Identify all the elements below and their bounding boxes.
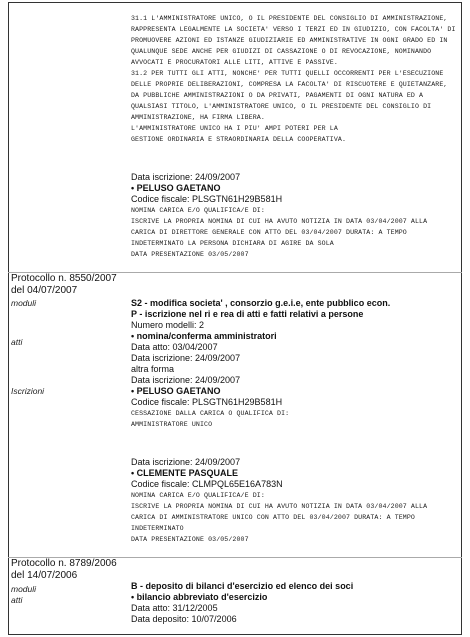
protocol-header [11, 558, 129, 582]
note-line: NOMINA CARICA E/O QUALIFICA/E DI: [131, 207, 265, 214]
note-line: INDETERMINATO LA PERSONA DICHIARA DI AGIRE DA SOLA [131, 240, 334, 247]
note-line: DATA PRESENTAZIONE 03/05/2007 [131, 536, 249, 543]
text-line: RAPPRESENTA LEGALMENTE LA SOCIETA' VERSO I TERZI ED IN GIUDIZIO, CON FACOLTA' DI [131, 26, 456, 33]
note-line: ISCRIVE LA PROPRIA NOMINA DI CUI HA AVUTO NOTIZIA IN DATA 03/04/2007 ALLA [131, 218, 428, 225]
protocol-date: del 14/07/2006 [11, 570, 78, 581]
text-line: DA PUBBLICHE AMMINISTRAZIONI O DA PRIVATI, PAGAMENTI DI OGNI NATURA ED A [131, 92, 424, 99]
frame-border-right [461, 2, 462, 635]
frame-border-left [8, 2, 9, 635]
protocol-number: Protocollo n. 8789/2006 [11, 558, 117, 569]
note-line: ISCRIVE LA PROPRIA NOMINA DI CUI HA AVUTO NOTIZIA IN DATA 03/04/2007 ALLA [131, 503, 428, 510]
act-date: Data atto: 31/12/2005 [131, 603, 218, 613]
label-moduli: moduli [11, 584, 37, 594]
label-atti: atti [11, 337, 23, 347]
text-line: 31.2 PER TUTTI GLI ATTI, NONCHE' PER TUTTI QUELLI OCCORRENTI PER L'ESECUZIONE [131, 70, 444, 77]
act-date: Data atto: 03/04/2007 [131, 342, 218, 352]
tax-code: Codice fiscale: CLMPQL65E16A783N [131, 479, 283, 489]
note-line: CARICA DI DIRETTORE GENERALE CON ATTO DEL 03/04/2007 DURATA: A TEMPO [131, 229, 407, 236]
act-form: altra forma [131, 364, 175, 374]
protocol-content [131, 581, 458, 625]
note-line: DATA PRESENTAZIONE 03/05/2007 [131, 251, 249, 258]
person-name: • CLEMENTE PASQUALE [131, 468, 238, 478]
text-line: PROMUOVERE AZIONI ED ISTANZE GIUDIZIARIE ED AMMINISTRATIVE IN OGNI GRADO ED IN [131, 37, 448, 44]
statute-text [131, 13, 458, 145]
note-line: CESSAZIONE DALLA CARICA O QUALIFICA DI: [131, 410, 290, 417]
note-line: AMMINISTRATORE UNICO [131, 421, 213, 428]
person-name: • PELUSO GAETANO [131, 183, 221, 193]
registration-date: Data iscrizione: 24/09/2007 [131, 457, 241, 467]
person-name: • PELUSO GAETANO [131, 386, 221, 396]
registration-date: Data iscrizione: 24/09/2007 [131, 375, 241, 385]
protocol-date: del 04/07/2007 [11, 285, 78, 296]
module-b: B - deposito di bilanci d'esercizio ed elenco dei soci [131, 581, 354, 591]
text-line: L'AMMINISTRATORE UNICO HA I PIU' AMPI POTERI PER LA [131, 125, 338, 132]
person-entry [131, 172, 458, 260]
registration-date: Data iscrizione: 24/09/2007 [131, 353, 241, 363]
frame-border-bottom [8, 634, 462, 635]
frame-border-top [8, 2, 462, 3]
text-line: DELLE PROPRIE DELIBERAZIONI, COMPRESA LA FACOLTA' DI RISCUOTERE E QUIETANZARE, [131, 81, 448, 88]
act-name: • bilancio abbreviato d'esercizio [131, 592, 268, 602]
text-line: GESTIONE ORDINARIA E STRAORDINARIA DELLA COOPERATIVA. [131, 136, 347, 143]
label-iscrizioni: Iscrizioni [11, 386, 45, 396]
module-s2: S2 - modifica societa' , consorzio g.e.i.e, ente pubblico econ. [131, 298, 391, 308]
registration-date: Data iscrizione: 24/09/2007 [131, 172, 241, 182]
protocol-number: Protocollo n. 8550/2007 [11, 273, 117, 284]
text-line: QUALSIASI TITOLO, L'AMMINISTRATORE UNICO, O IL PRESIDENTE DEL CONSIGLIO DI [131, 103, 432, 110]
text-line: QUALUNQUE SEDE ANCHE PER GIUDIZI DI CASSAZIONE O DI REVOCAZIONE, NOMINANDO [131, 48, 432, 55]
label-moduli: moduli [11, 298, 37, 308]
protocol-header [11, 273, 129, 297]
note-line: INDETERMINATO [131, 525, 184, 532]
text-line: AMMINISTRAZIONE, HA FIRMA LIBERA. [131, 114, 265, 121]
text-line: AVVOCATI E PROCURATORI ALLE LITI, ATTIVE E PASSIVE. [131, 59, 338, 66]
tax-code: Codice fiscale: PLSGTN61H29B581H [131, 194, 283, 204]
models-count: Numero modelli: 2 [131, 320, 205, 330]
note-line: CARICA DI AMMINISTRATORE UNICO CON ATTO DEL 03/04/2007 DURATA: A TEMPO [131, 514, 415, 521]
label-atti: atti [11, 595, 23, 605]
tax-code: Codice fiscale: PLSGTN61H29B581H [131, 397, 283, 407]
text-line: 31.1 L'AMMINISTRATORE UNICO, O IL PRESIDENTE DEL CONSIGLIO DI AMMINISTRAZIONE, [131, 15, 448, 22]
act-name: • nomina/conferma amministratori [131, 331, 277, 341]
person-entry [131, 457, 458, 545]
module-p: P - iscrizione nel ri e rea di atti e fatti relativi a persone [131, 309, 364, 319]
deposit-date: Data deposito: 10/07/2006 [131, 614, 237, 624]
protocol-content [131, 298, 458, 430]
note-line: NOMINA CARICA E/O QUALIFICA/E DI: [131, 492, 265, 499]
